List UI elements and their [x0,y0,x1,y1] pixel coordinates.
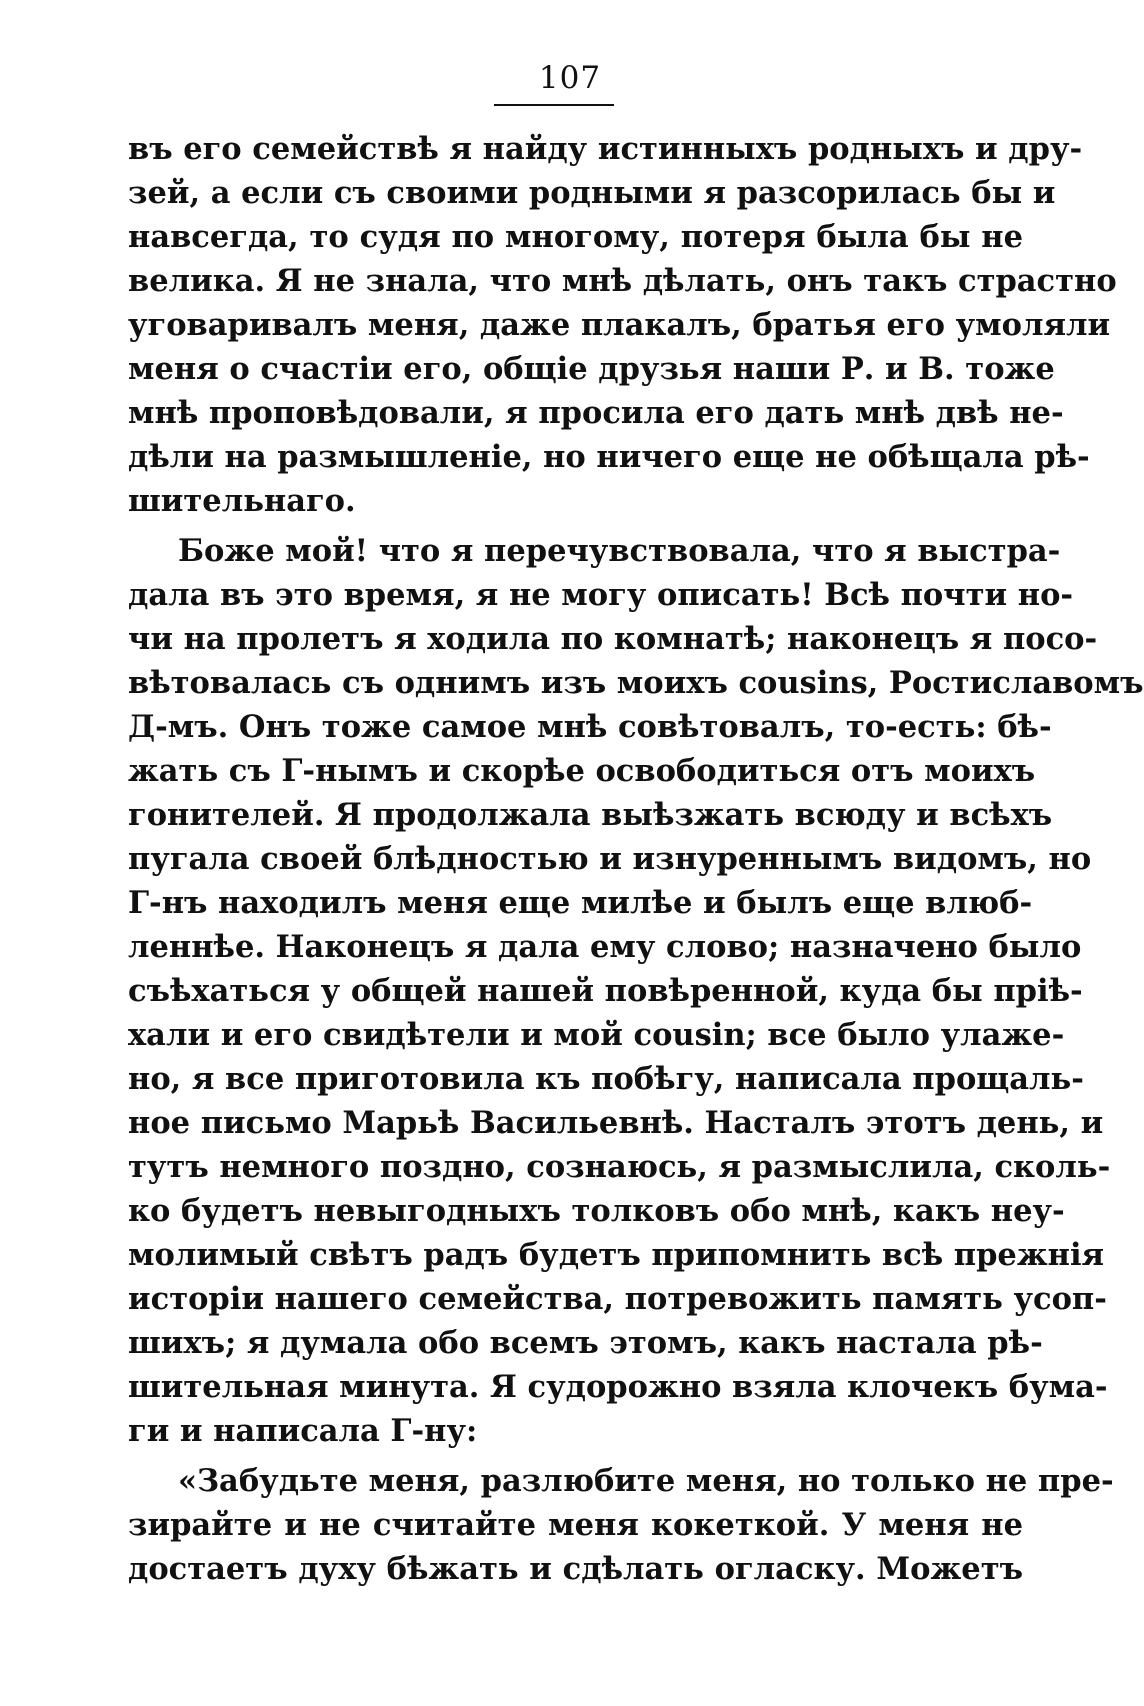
text-line: дала въ это время, я не могу описать! Всѣ почти но- [128,577,1074,613]
text-line: Боже мой! что я перечувствовала, что я выстра- [178,533,1061,569]
text-line: дѣли на размышленіе, но ничего еще не обѣщала рѣ- [128,439,1090,475]
text-line: молимый свѣтъ радъ будетъ припомнить всѣ прежнія [128,1237,1105,1273]
text-line: жать съ Г-нымъ и скорѣе освободиться отъ моихъ [128,753,1036,789]
text-line: тутъ немного поздно, сознаюсь, я размыслила, сколь- [128,1149,1111,1185]
text-line: ги и написала Г-ну: [128,1413,478,1449]
text-line: хали и его свидѣтели и мой cousin; все было улаже- [128,1017,1065,1053]
text-line: чи на пролетъ я ходила по комнатѣ; наконецъ я посо- [128,621,1098,657]
text-line: шихъ; я думала обо всемъ этомъ, какъ настала рѣ- [128,1325,1043,1361]
text-line: ко будетъ невыгодныхъ толковъ обо мнѣ, какъ неу- [128,1193,1065,1229]
text-line: достаетъ духу бѣжать и сдѣлать огласку. Можетъ [128,1551,1023,1587]
text-line: Г-нъ находилъ меня еще милѣе и былъ еще влюб- [128,885,1033,921]
paragraph-3 [128,1459,1114,1591]
text-line: ное письмо Марьѣ Васильевнѣ. Насталъ этотъ день, и [128,1105,1104,1141]
paragraph-1 [128,127,1117,523]
page-number-rule [494,104,614,106]
text-line: съѣхаться у общей нашей повѣренной, куда бы пріѣ- [128,973,1083,1009]
text-line: навсегда, то судя по многому, потеря была бы не [128,219,1023,255]
text-line: въ его семействѣ я найду истинныхъ родныхъ и дру- [128,131,1083,167]
text-line: уговаривалъ меня, даже плакалъ, братья его умоляли [128,307,1111,343]
text-line: леннѣе. Наконецъ я дала ему слово; назначено было [128,929,1082,965]
body-text [128,127,1144,1591]
text-line: мнѣ проповѣдовали, я просила его дать мнѣ двѣ не- [128,395,1064,431]
text-line: меня о счастіи его, общіе друзья наши Р. и В. тоже [128,351,1055,387]
text-line: зирайте и не считайте меня кокеткой. У меня не [128,1507,1023,1543]
text-line: но, я все приготовила къ побѣгу, написала прощаль- [128,1061,1084,1097]
paragraph-2 [128,529,1144,1453]
text-line: вѣтовалась съ однимъ изъ моихъ cousins, Ростиславомъ [128,665,1144,701]
text-line: зей, а если съ своими родными я разсорилась бы и [128,175,1056,211]
text-line: «Забудьте меня, разлюбите меня, но только не пре- [178,1463,1114,1499]
text-line: пугала своей блѣдностью и изнуреннымъ видомъ, но [128,841,1092,877]
text-line: шительнаго. [128,483,356,519]
text-line: гонителей. Я продолжала выѣзжать всюду и всѣхъ [128,797,1053,833]
text-line: исторіи нашего семейства, потревожить память усоп- [128,1281,1107,1317]
text-line: шительная минута. Я судорожно взяла клочекъ бума- [128,1369,1108,1405]
text-line: велика. Я не знала, что мнѣ дѣлать, онъ такъ страстно [128,263,1117,299]
page-number: 107 [538,60,602,96]
text-line: Д-мъ. Онъ тоже самое мнѣ совѣтовалъ, то-есть: бѣ- [128,709,1052,745]
